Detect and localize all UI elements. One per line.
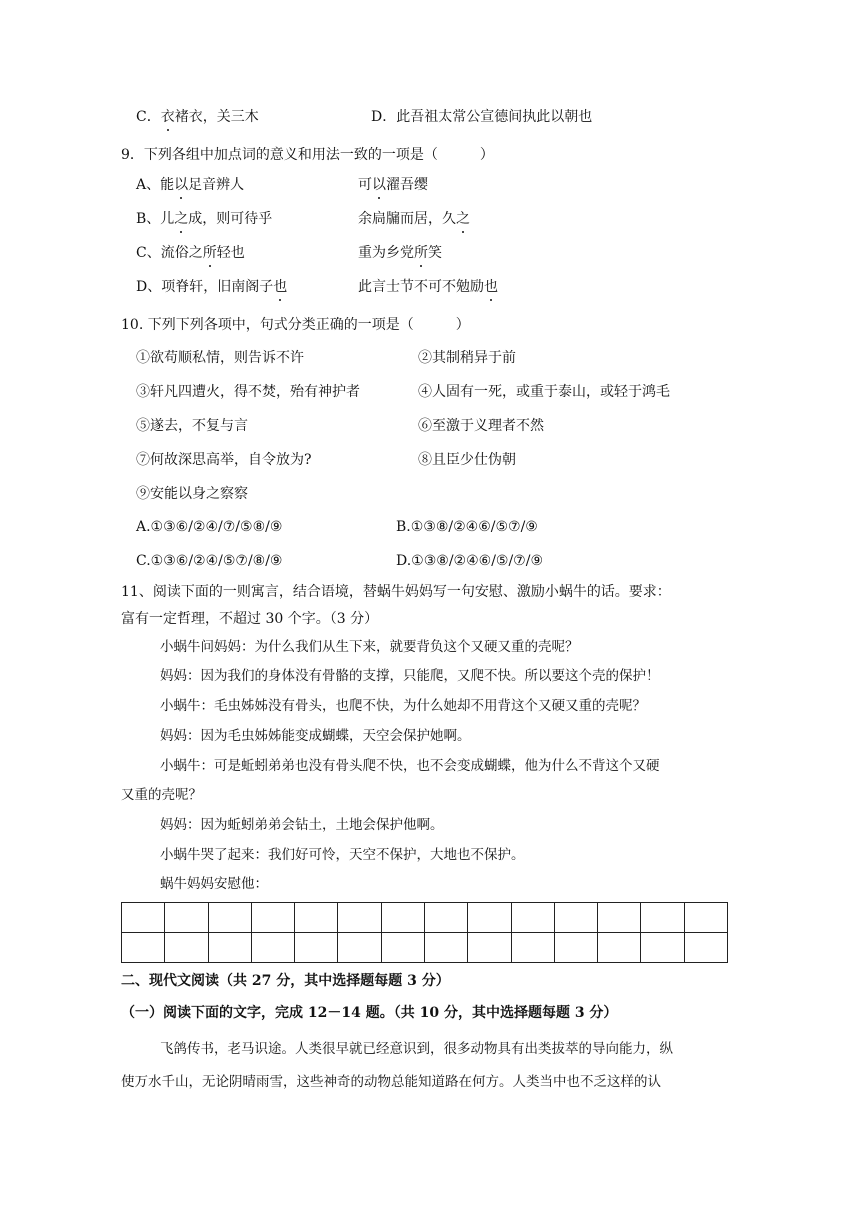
q9-option-c-left: C、流俗之所轻也 (136, 245, 245, 261)
q10-option-b: B.①③⑧/②④⑥/⑤⑦/⑨ (396, 519, 538, 535)
answer-grid[interactable] (121, 902, 728, 963)
answer-cell[interactable] (122, 903, 165, 933)
section-2-title: 二、现代文阅读（共 27 分，其中选择题每题 3 分） (121, 973, 450, 989)
q8-option-c: C．衣褚衣，关三木 (136, 109, 259, 125)
q10-item-5: ⑤遂去，不复与言 (136, 418, 248, 434)
q11-story-line-1: 小蜗牛问妈妈：为什么我们从生下来，就要背负这个又硬又重的壳呢？ (160, 639, 579, 655)
q11-story-line-3: 小蜗牛：毛虫姊姊没有骨头，也爬不快，为什么她却不用背这个又硬又重的壳呢？ (160, 698, 646, 714)
dotted-char: 以 (174, 177, 189, 193)
answer-cell[interactable] (295, 903, 338, 933)
answer-cell[interactable] (208, 933, 251, 963)
dotted-char: 之 (456, 211, 470, 227)
q9-option-d-left: D、项脊轩，旧南阁子也 (136, 279, 288, 295)
q11-story-line-5: 小蜗牛：可是蚯蚓弟弟也没有骨头爬不快，也不会变成蝴蝶，他为什么不背这个又硬 (160, 758, 660, 774)
q9-stem: 9．下列各组中加点词的意义和用法一致的一项是（ ） (121, 147, 494, 163)
answer-grid-row (122, 933, 728, 963)
answer-cell[interactable] (641, 933, 684, 963)
dotted-char: 之 (174, 211, 189, 227)
q11-story-line-4: 妈妈：因为毛虫姊姊能变成蝴蝶，天空会保护她啊。 (160, 728, 471, 744)
answer-cell[interactable] (338, 903, 381, 933)
q9-option-b-right: 余扃牖而居，久之 (358, 211, 470, 227)
passage-line-1: 飞鸽传书，老马识途。人类很早就已经意识到，很多动物具有出类拔萃的导向能力，纵 (160, 1041, 673, 1057)
q9-option-a-right: 可以濯吾缨 (358, 177, 428, 193)
q10-item-4: ④人固有一死，或重于泰山，或轻于鸿毛 (418, 384, 670, 400)
dotted-char: 也 (273, 279, 288, 295)
q8-option-d: D．此吾祖太常公宣德间执此以朝也 (371, 109, 593, 125)
q10-item-8: ⑧且臣少仕伪朝 (418, 452, 516, 468)
dotted-char: 所 (414, 245, 428, 261)
answer-grid-row (122, 903, 728, 933)
q10-option-a: A.①③⑥/②④/⑦/⑤⑧/⑨ (136, 519, 283, 535)
answer-cell[interactable] (641, 903, 684, 933)
answer-cell[interactable] (468, 903, 511, 933)
q11-story-line-9: 蜗牛妈妈安慰他： (160, 876, 268, 892)
answer-cell[interactable] (165, 903, 208, 933)
answer-cell[interactable] (554, 903, 597, 933)
q9-option-a-left: A、能以足音辨人 (136, 177, 245, 193)
section-2-subtitle: （一）阅读下面的文字，完成 12－14 题。（共 10 分，其中选择题每题 3 分） (121, 1005, 618, 1021)
q9-option-c-right: 重为乡党所笑 (358, 245, 442, 261)
q11-story-line-7: 妈妈：因为蚯蚓弟弟会钻土，土地会保护他啊。 (160, 817, 444, 833)
answer-cell[interactable] (295, 933, 338, 963)
answer-cell[interactable] (598, 903, 641, 933)
q10-option-c: C.①③⑥/②④/⑤⑦/⑧/⑨ (136, 553, 283, 569)
answer-cell[interactable] (122, 933, 165, 963)
q11-stem-line1: 11、阅读下面的一则寓言，结合语境，替蜗牛妈妈写一句安慰、激励小蜗牛的话。要求： (121, 584, 671, 600)
q9-option-d-right: 此言士节不可不勉励也 (358, 279, 498, 295)
dotted-char: 以 (372, 177, 386, 193)
answer-cell[interactable] (381, 903, 424, 933)
answer-cell[interactable] (468, 933, 511, 963)
q10-item-9: ⑨安能以身之察察 (136, 486, 248, 502)
dotted-char: 也 (484, 279, 498, 295)
answer-cell[interactable] (684, 933, 727, 963)
q10-item-6: ⑥至激于义理者不然 (418, 418, 544, 434)
q10-item-2: ②其制稍异于前 (418, 350, 516, 366)
q11-stem-line2: 富有一定哲理，不超过 30 个字。（3 分） (121, 611, 379, 627)
q11-story-line-8: 小蜗牛哭了起来：我们好可怜，天空不保护，大地也不保护。 (160, 847, 525, 863)
answer-cell[interactable] (208, 903, 251, 933)
answer-cell[interactable] (381, 933, 424, 963)
q10-item-1: ①欲苟顺私情，则告诉不许 (136, 350, 304, 366)
answer-cell[interactable] (251, 933, 294, 963)
q10-item-3: ③轩凡四遭火，得不焚，殆有神护者 (136, 384, 360, 400)
answer-cell[interactable] (554, 933, 597, 963)
answer-cell[interactable] (511, 933, 554, 963)
answer-cell[interactable] (511, 903, 554, 933)
answer-cell[interactable] (424, 903, 467, 933)
q10-item-7: ⑦何故深思高举，自令放为? (136, 452, 312, 468)
answer-cell[interactable] (684, 903, 727, 933)
answer-cell[interactable] (424, 933, 467, 963)
dotted-char: 衣 (160, 109, 175, 125)
answer-cell[interactable] (251, 903, 294, 933)
answer-cell[interactable] (165, 933, 208, 963)
passage-line-2: 使万水千山，无论阴晴雨雪，这些神奇的动物总能知道路在何方。人类当中也不乏这样的认 (121, 1074, 661, 1090)
q10-stem: 10. 下列下列各项中，句式分类正确的一项是（ ） (121, 317, 470, 333)
answer-cell[interactable] (598, 933, 641, 963)
answer-cell[interactable] (338, 933, 381, 963)
dotted-char: 所 (202, 245, 217, 261)
q10-option-d: D.①③⑧/②④⑥/⑤/⑦/⑨ (396, 553, 543, 569)
q9-option-b-left: B、儿之成，则可待乎 (136, 211, 273, 227)
q11-story-line-6: 又重的壳呢？ (121, 787, 202, 803)
q11-story-line-2: 妈妈：因为我们的身体没有骨骼的支撑，只能爬，又爬不快。所以要这个壳的保护！ (160, 668, 660, 684)
